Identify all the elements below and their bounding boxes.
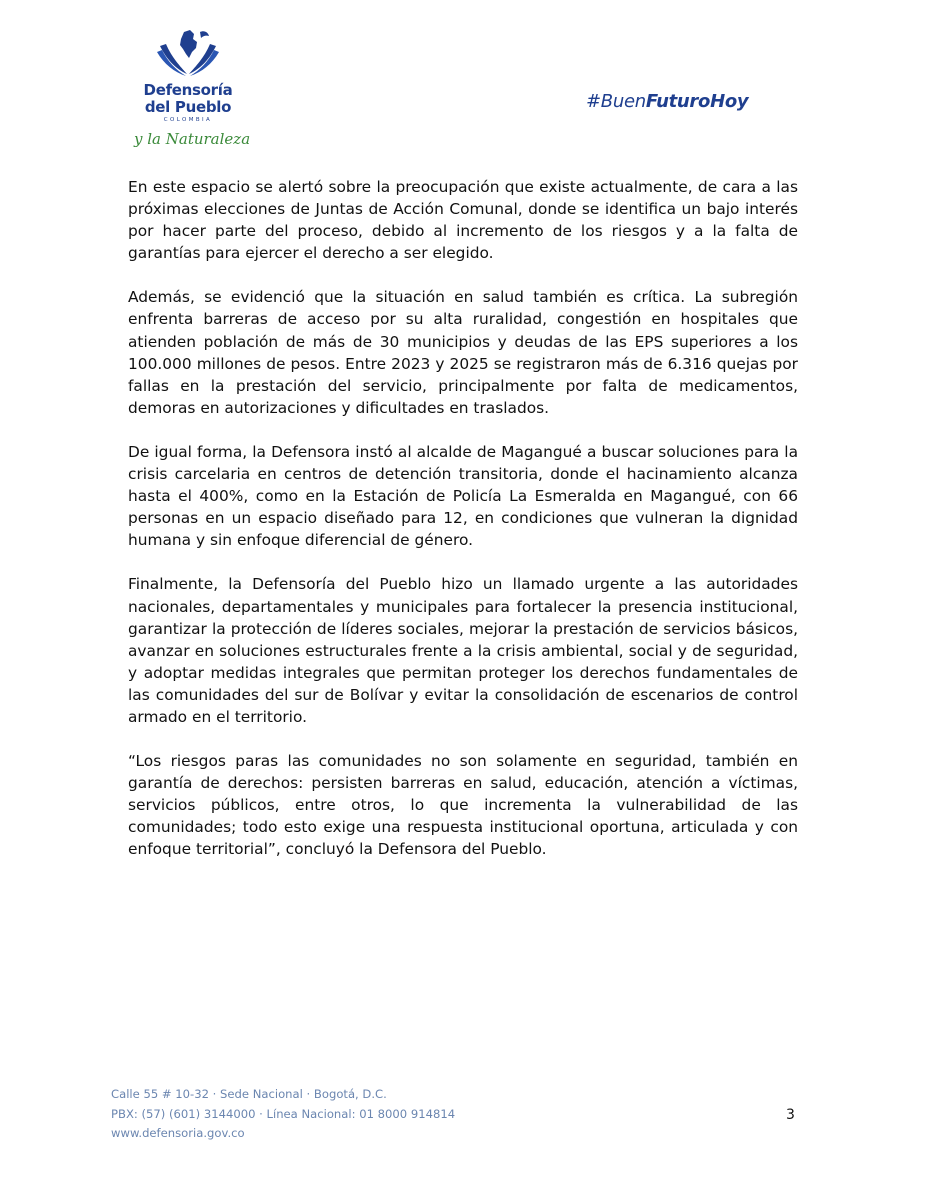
logo-title [128,82,248,116]
logo-tagline: y la Naturaleza [134,130,251,148]
page-number: 3 [786,1107,795,1123]
paragraph-elections: En este espacio se alertó sobre la preocupación que existe actualmente, de cara a las próximas elecciones de Juntas de Acción Comunal, donde se identifica un bajo interés por hacer parte del proceso, debido al incremento de los riesgos y a la falta de garantías para ejercer el derecho a ser elegido. [128,178,798,263]
defensoria-logo [128,28,258,158]
footer-website[interactable]: www.defensoria.gov.co [111,1126,245,1140]
footer-contact [111,1085,455,1144]
hashtag-bold: FuturoHoy [645,91,749,112]
paragraph-quote: “Los riesgos paras las comunidades no son solamente en seguridad, también en garantía de derechos: persisten barreras en salud, educación, atención a víctimas, servicios públicos, entre otros, lo que incrementa la vulnerabilidad de las comunidades; todo esto exige una respuesta institucional oportuna, articulada y con enfoque territorial”, concluyó la Defensora del Pueblo. [128,752,798,859]
logo-title-line2: del Pueblo [144,98,232,116]
paragraph-health: Además, se evidenció que la situación en salud también es crítica. La subregión enfrenta barreras de acceso por su alta ruralidad, congestión en hospitales que atienden población de más de 30 municipios y deudas de las EPS superiores a los 100.000 millones de pesos. Entre 2023 y 2025 se registraron más de 6.316 quejas por fallas en la prestación del servicio, principalmente por falta de medicamentos, demoras en autorizaciones y dificultades en traslados. [128,288,798,417]
defensoria-emblem-icon [156,28,220,80]
logo-title-line1: Defensoría [143,81,233,99]
hashtag-prefix: #Buen [586,91,646,112]
footer-address: Calle 55 # 10-32 · Sede Nacional · Bogotá, D.C. [111,1087,387,1101]
paragraph-prisons: De igual forma, la Defensora instó al alcalde de Magangué a buscar soluciones para la crisis carcelaria en centros de detención transitoria, donde el hacinamiento alcanza hasta el 400%, como en la Estación de Policía La Esmeralda en Magangué, con 66 personas en un espacio diseñado para 12, en condiciones que vulneran la dignidad humana y sin enfoque diferencial de género. [128,442,798,550]
paragraph-call-to-action: Finalmente, la Defensoría del Pueblo hizo un llamado urgente a las autoridades nacionales, departamentales y municipales para fortalecer la presencia institucional, garantizar la protección de líderes sociales, mejorar la prestación de servicios básicos, avanzar en soluciones estructurales frente a la crisis ambiental, social y de seguridad, y adoptar medidas integrales que permitan proteger los derechos fundamentales de las comunidades del sur de Bolívar y evitar la consolidación de escenarios de control armado en el territorio. [128,575,798,726]
document-body [128,176,798,883]
footer-phones: PBX: (57) (601) 3144000 · Línea Nacional: 01 8000 914814 [111,1106,456,1121]
campaign-hashtag [586,91,748,112]
logo-country: COLOMBIA [163,117,213,123]
